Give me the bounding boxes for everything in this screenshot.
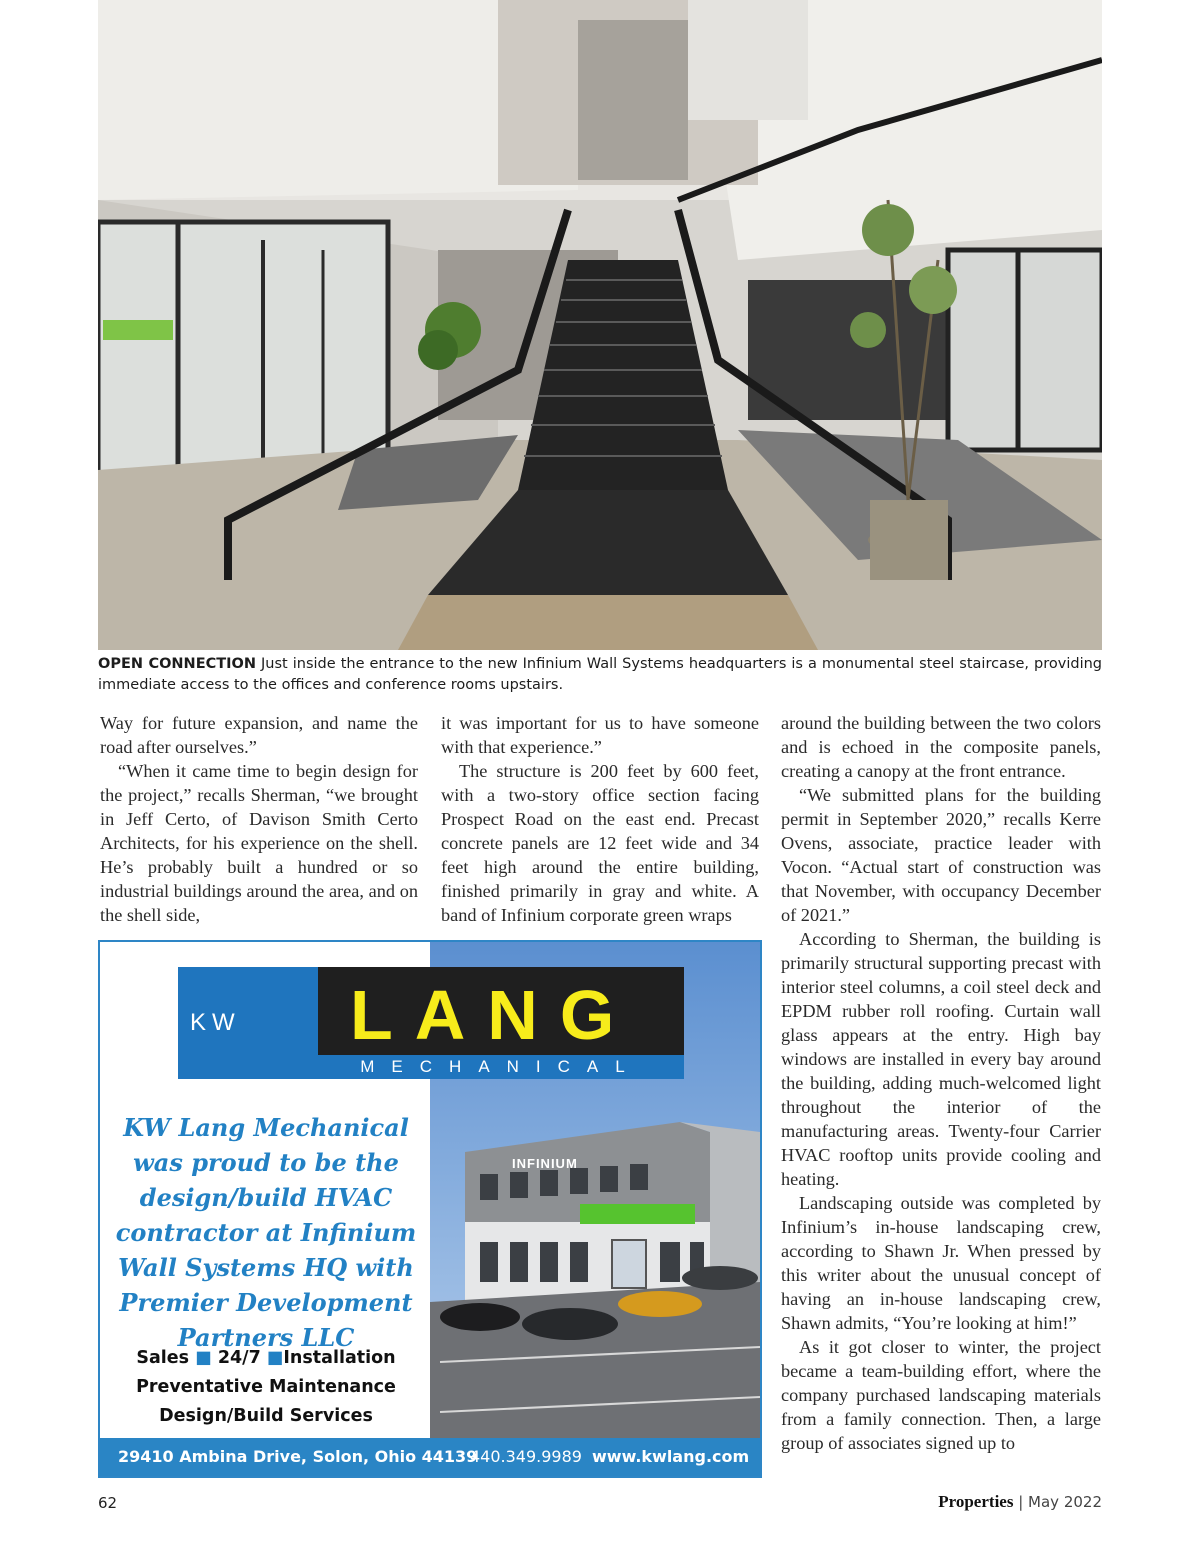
logo-lang-text: LANG bbox=[350, 976, 637, 1054]
bullet-square-icon: ■ bbox=[195, 1348, 212, 1368]
caption-lead: OPEN CONNECTION bbox=[98, 656, 256, 672]
ad-services bbox=[126, 1344, 406, 1431]
kw-lang-logo bbox=[178, 967, 684, 1079]
separator: | bbox=[1013, 1493, 1029, 1511]
staircase-photo bbox=[98, 0, 1102, 650]
paragraph: it was important for us to have someone with that experience.” bbox=[441, 713, 759, 757]
services-line-2: Preventative Maintenance bbox=[136, 1377, 396, 1397]
kw-lang-advertisement bbox=[98, 940, 762, 1478]
logo-kw-text: KW bbox=[190, 1009, 241, 1036]
paragraph: As it got closer to winter, the project became a team-building effort, where the company purchased landscaping materials from a family connection. Then, a large group of associates signed up to bbox=[781, 1337, 1101, 1453]
paragraph: The structure is 200 feet by 600 feet, with a two-story office section facing Prospect Road on the east end. Precast concrete panels are 12 feet wide and 34 feet high around the entire building, finished primarily in gray and white. A band of Infinium corporate green wraps bbox=[441, 761, 759, 925]
building-sign: INFINIUM bbox=[512, 1156, 578, 1171]
caption-text: Just inside the entrance to the new Infinium Wall Systems headquarters is a monumental steel staircase, providing immediate access to the offices and conference rooms upstairs. bbox=[98, 656, 1102, 693]
paragraph: Landscaping outside was completed by Infinium’s in-house landscaping crew, according to Shawn Jr. When pressed by this writer about the unusual concept of having an in-house landscaping crew, Shawn admits, “You’re looking at him!” bbox=[781, 1193, 1101, 1333]
issue-date: May 2022 bbox=[1028, 1493, 1102, 1511]
magazine-name: Properties bbox=[938, 1492, 1014, 1511]
ad-website-link[interactable]: www.kwlang.com bbox=[592, 1447, 750, 1466]
page-number: 62 bbox=[98, 1494, 118, 1512]
photo-caption bbox=[98, 654, 1102, 696]
paragraph: Way for future expansion, and name the road after ourselves.” bbox=[100, 713, 418, 757]
article-column-3 bbox=[781, 711, 1101, 1455]
logo-mechanical-text: MECHANICAL bbox=[318, 1055, 684, 1079]
paragraph: around the building between the two colors and is echoed in the composite panels, creating a canopy at the front entrance. bbox=[781, 713, 1101, 781]
services-line-3: Design/Build Services bbox=[159, 1406, 373, 1426]
bullet-square-icon: ■ bbox=[266, 1348, 284, 1368]
ad-contact-bar bbox=[100, 1438, 760, 1476]
services-line-1: Sales ■ 24/7 ■Installation bbox=[136, 1348, 396, 1368]
article-column-1 bbox=[100, 711, 418, 927]
paragraph: According to Sherman, the building is primarily structural supporting precast with interior steel columns, a coil steel deck and EPDM rubber roll roofing. Curtain wall glass appears at the entry. High bay windows are installed in every bay around the building, adding much-welcomed light throughout the interior of the manufacturing areas. Twenty-four Carrier HVAC rooftop units provide cooling and heating. bbox=[781, 929, 1101, 1189]
ad-phone: 440.349.9989 bbox=[470, 1447, 582, 1466]
publication-info bbox=[938, 1492, 1102, 1512]
ad-headline: KW Lang Mechanical was proud to be the design/build HVAC contractor at Infinium Wall Systems HQ with Premier Development Partners LLC bbox=[115, 1113, 417, 1352]
paragraph: “We submitted plans for the building permit in September 2020,” recalls Kerre Ovens, associate, practice leader with Vocon. “Actual start of construction was that November, with occupancy December of 2021.” bbox=[781, 785, 1101, 925]
ad-address: 29410 Ambina Drive, Solon, Ohio 44139 bbox=[118, 1447, 478, 1466]
paragraph: “When it came time to begin design for the project,” recalls Sherman, “we brought in Jeff Certo, of Davison Smith Certo Architects, for his experience on the shell. He’s probably built a hundred or so industrial buildings around the area, and on the shell side, bbox=[100, 761, 418, 925]
article-column-2 bbox=[441, 711, 759, 927]
